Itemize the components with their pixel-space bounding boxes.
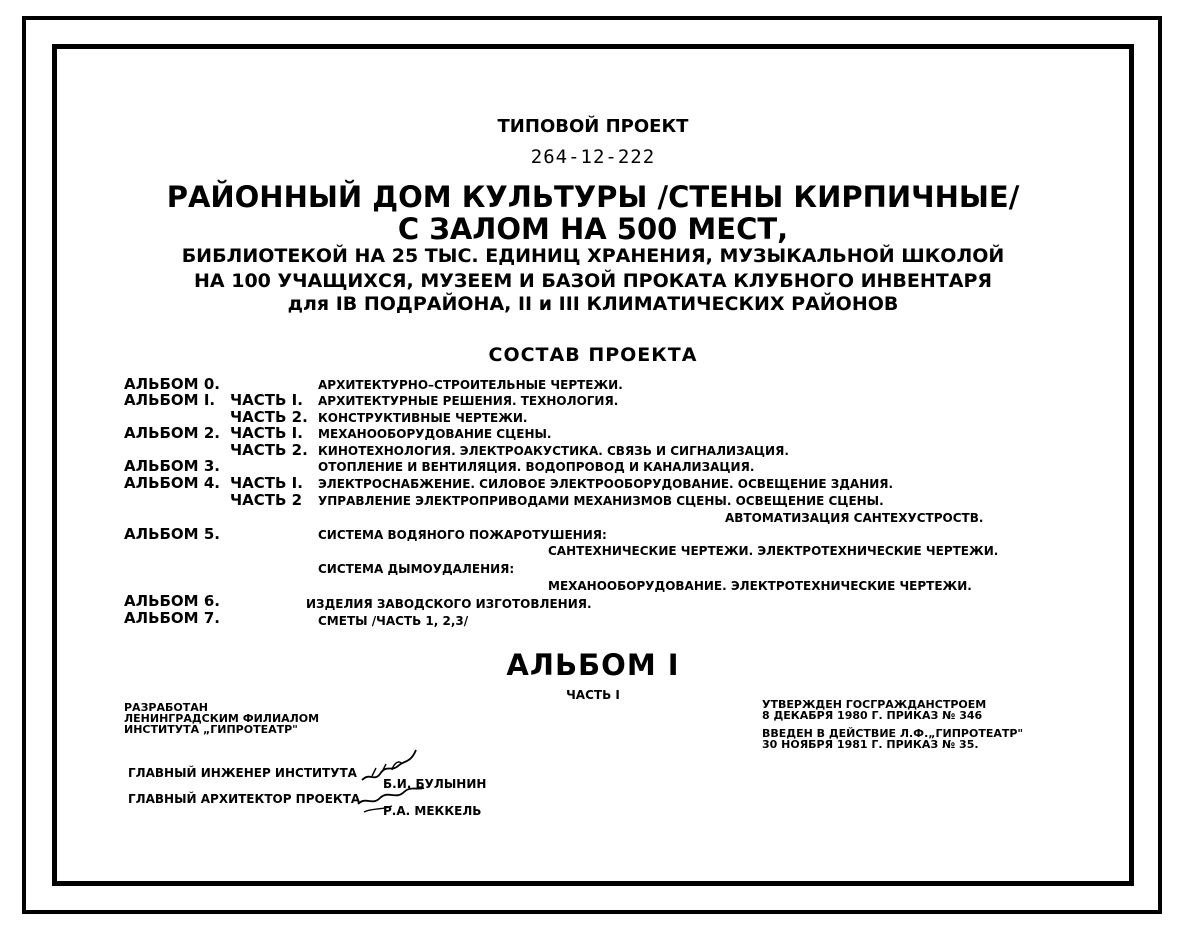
album-label: АЛЬБОМ 2. bbox=[124, 424, 220, 442]
album-description: ИЗДЕЛИЯ ЗАВОДСКОГО ИЗГОТОВЛЕНИЯ. bbox=[306, 597, 592, 611]
subtitle-line-1: БИБЛИОТЕКОЙ НА 25 ТЫС. ЕДИНИЦ ХРАНЕНИЯ, МУЗЫКАЛЬНОЙ ШКОЛОЙ bbox=[181, 245, 1005, 267]
album-description: КОНСТРУКТИВНЫЕ ЧЕРТЕЖИ. bbox=[318, 411, 528, 425]
approval-line-4: 30 НОЯБРЯ 1981 Г. ПРИКАЗ № 35. bbox=[762, 738, 979, 751]
title-line-1: РАЙОННЫЙ ДОМ КУЛЬТУРЫ /СТЕНЫ КИРПИЧНЫЕ/ bbox=[166, 180, 1020, 214]
album-label: АЛЬБОМ I. bbox=[124, 391, 216, 409]
album-label: АЛЬБОМ 5. bbox=[124, 525, 220, 543]
album-label: АЛЬБОМ 3. bbox=[124, 457, 220, 475]
album-description: УПРАВЛЕНИЕ ЭЛЕКТРОПРИВОДАМИ МЕХАНИЗМОВ СЦЕНЫ. ОСВЕЩЕНИЕ СЦЕНЫ. bbox=[318, 494, 884, 508]
developer-line-1: РАЗРАБОТАН bbox=[124, 701, 208, 714]
chief-architect-role: ГЛАВНЫЙ АРХИТЕКТОР ПРОЕКТА bbox=[128, 792, 361, 806]
album-description: СМЕТЫ /ЧАСТЬ 1, 2,3/ bbox=[318, 614, 469, 628]
part-label: ЧАСТЬ 2 bbox=[230, 491, 303, 509]
album-description: ЭЛЕКТРОСНАБЖЕНИЕ. СИЛОВОЕ ЭЛЕКТРООБОРУДОВАНИЕ. ОСВЕЩЕНИЕ ЗДАНИЯ. bbox=[318, 477, 894, 491]
chief-engineer-role: ГЛАВНЫЙ ИНЖЕНЕР ИНСТИТУТА bbox=[128, 766, 357, 780]
album-description: АРХИТЕКТУРНЫЕ РЕШЕНИЯ. ТЕХНОЛОГИЯ. bbox=[318, 394, 619, 408]
album-label: АЛЬБОМ 0. bbox=[124, 375, 220, 393]
album-description: АРХИТЕКТУРНО–СТРОИТЕЛЬНЫЕ ЧЕРТЕЖИ. bbox=[318, 378, 623, 392]
approval-line-3: ВВЕДЕН В ДЕЙСТВИЕ Л.Ф.„ГИПРОТЕАТР" bbox=[762, 727, 1024, 740]
part-label: ЧАСТЬ I. bbox=[230, 474, 303, 492]
approval-line-2: 8 ДЕКАБРЯ 1980 Г. ПРИКАЗ № 346 bbox=[762, 709, 983, 722]
system-detail: МЕХАНООБОРУДОВАНИЕ. ЭЛЕКТРОТЕХНИЧЕСКИЕ ЧЕРТЕЖИ. bbox=[548, 579, 972, 593]
developer-line-3: ИНСТИТУТА „ГИПРОТЕАТР" bbox=[124, 723, 298, 736]
title-line-2: С ЗАЛОМ НА 500 МЕСТ, bbox=[397, 212, 789, 246]
chief-architect-name: Р.А. МЕККЕЛЬ bbox=[383, 804, 482, 818]
part-label: ЧАСТЬ 2. bbox=[230, 408, 308, 426]
system-title: СИСТЕМА ВОДЯНОГО ПОЖАРОТУШЕНИЯ: bbox=[318, 528, 607, 542]
part-label: ЧАСТЬ I. bbox=[230, 391, 303, 409]
album-heading: АЛЬБОМ I bbox=[506, 648, 680, 682]
subtitle-line-3: для IB ПОДРАЙОНА, II и III КЛИМАТИЧЕСКИХ РАЙОНОВ bbox=[287, 293, 899, 315]
album-description: МЕХАНООБОРУДОВАНИЕ СЦЕНЫ. bbox=[318, 427, 552, 441]
subtitle-line-2: НА 100 УЧАЩИХСЯ, МУЗЕЕМ И БАЗОЙ ПРОКАТА КЛУБНОГО ИНВЕНТАРЯ bbox=[194, 270, 992, 292]
album-label: АЛЬБОМ 7. bbox=[124, 609, 220, 627]
album-description: ОТОПЛЕНИЕ И ВЕНТИЛЯЦИЯ. ВОДОПРОВОД И КАНАЛИЗАЦИЯ. bbox=[318, 460, 755, 474]
album-label: АЛЬБОМ 6. bbox=[124, 592, 220, 610]
project-number: 264-12-222 bbox=[530, 146, 656, 168]
developer-line-2: ЛЕНИНГРАДСКИМ ФИЛИАЛОМ bbox=[124, 712, 320, 725]
album-label: АЛЬБОМ 4. bbox=[124, 474, 220, 492]
part-heading: ЧАСТЬ I bbox=[566, 688, 620, 702]
handwritten-signature-icon bbox=[352, 742, 432, 822]
album-description-continued: АВТОМАТИЗАЦИЯ САНТЕХУСТРОСТВ. bbox=[725, 511, 984, 525]
album-description: КИНОТЕХНОЛОГИЯ. ЭЛЕКТРОАКУСТИКА. СВЯЗЬ И СИГНАЛИЗАЦИЯ. bbox=[318, 444, 789, 458]
project-kind: ТИПОВОЙ ПРОЕКТ bbox=[497, 116, 689, 137]
chief-engineer-name: Б.И. БУЛЫНИН bbox=[383, 777, 487, 791]
system-detail: САНТЕХНИЧЕСКИЕ ЧЕРТЕЖИ. ЭЛЕКТРОТЕХНИЧЕСКИЕ ЧЕРТЕЖИ. bbox=[548, 544, 999, 558]
system-title: СИСТЕМА ДЫМОУДАЛЕНИЯ: bbox=[318, 562, 515, 576]
part-label: ЧАСТЬ 2. bbox=[230, 441, 308, 459]
part-label: ЧАСТЬ I. bbox=[230, 424, 303, 442]
contents-title: СОСТАВ ПРОЕКТА bbox=[488, 344, 698, 366]
approval-line-1: УТВЕРЖДЕН ГОСГРАЖДАНСТРОЕМ bbox=[762, 698, 987, 711]
